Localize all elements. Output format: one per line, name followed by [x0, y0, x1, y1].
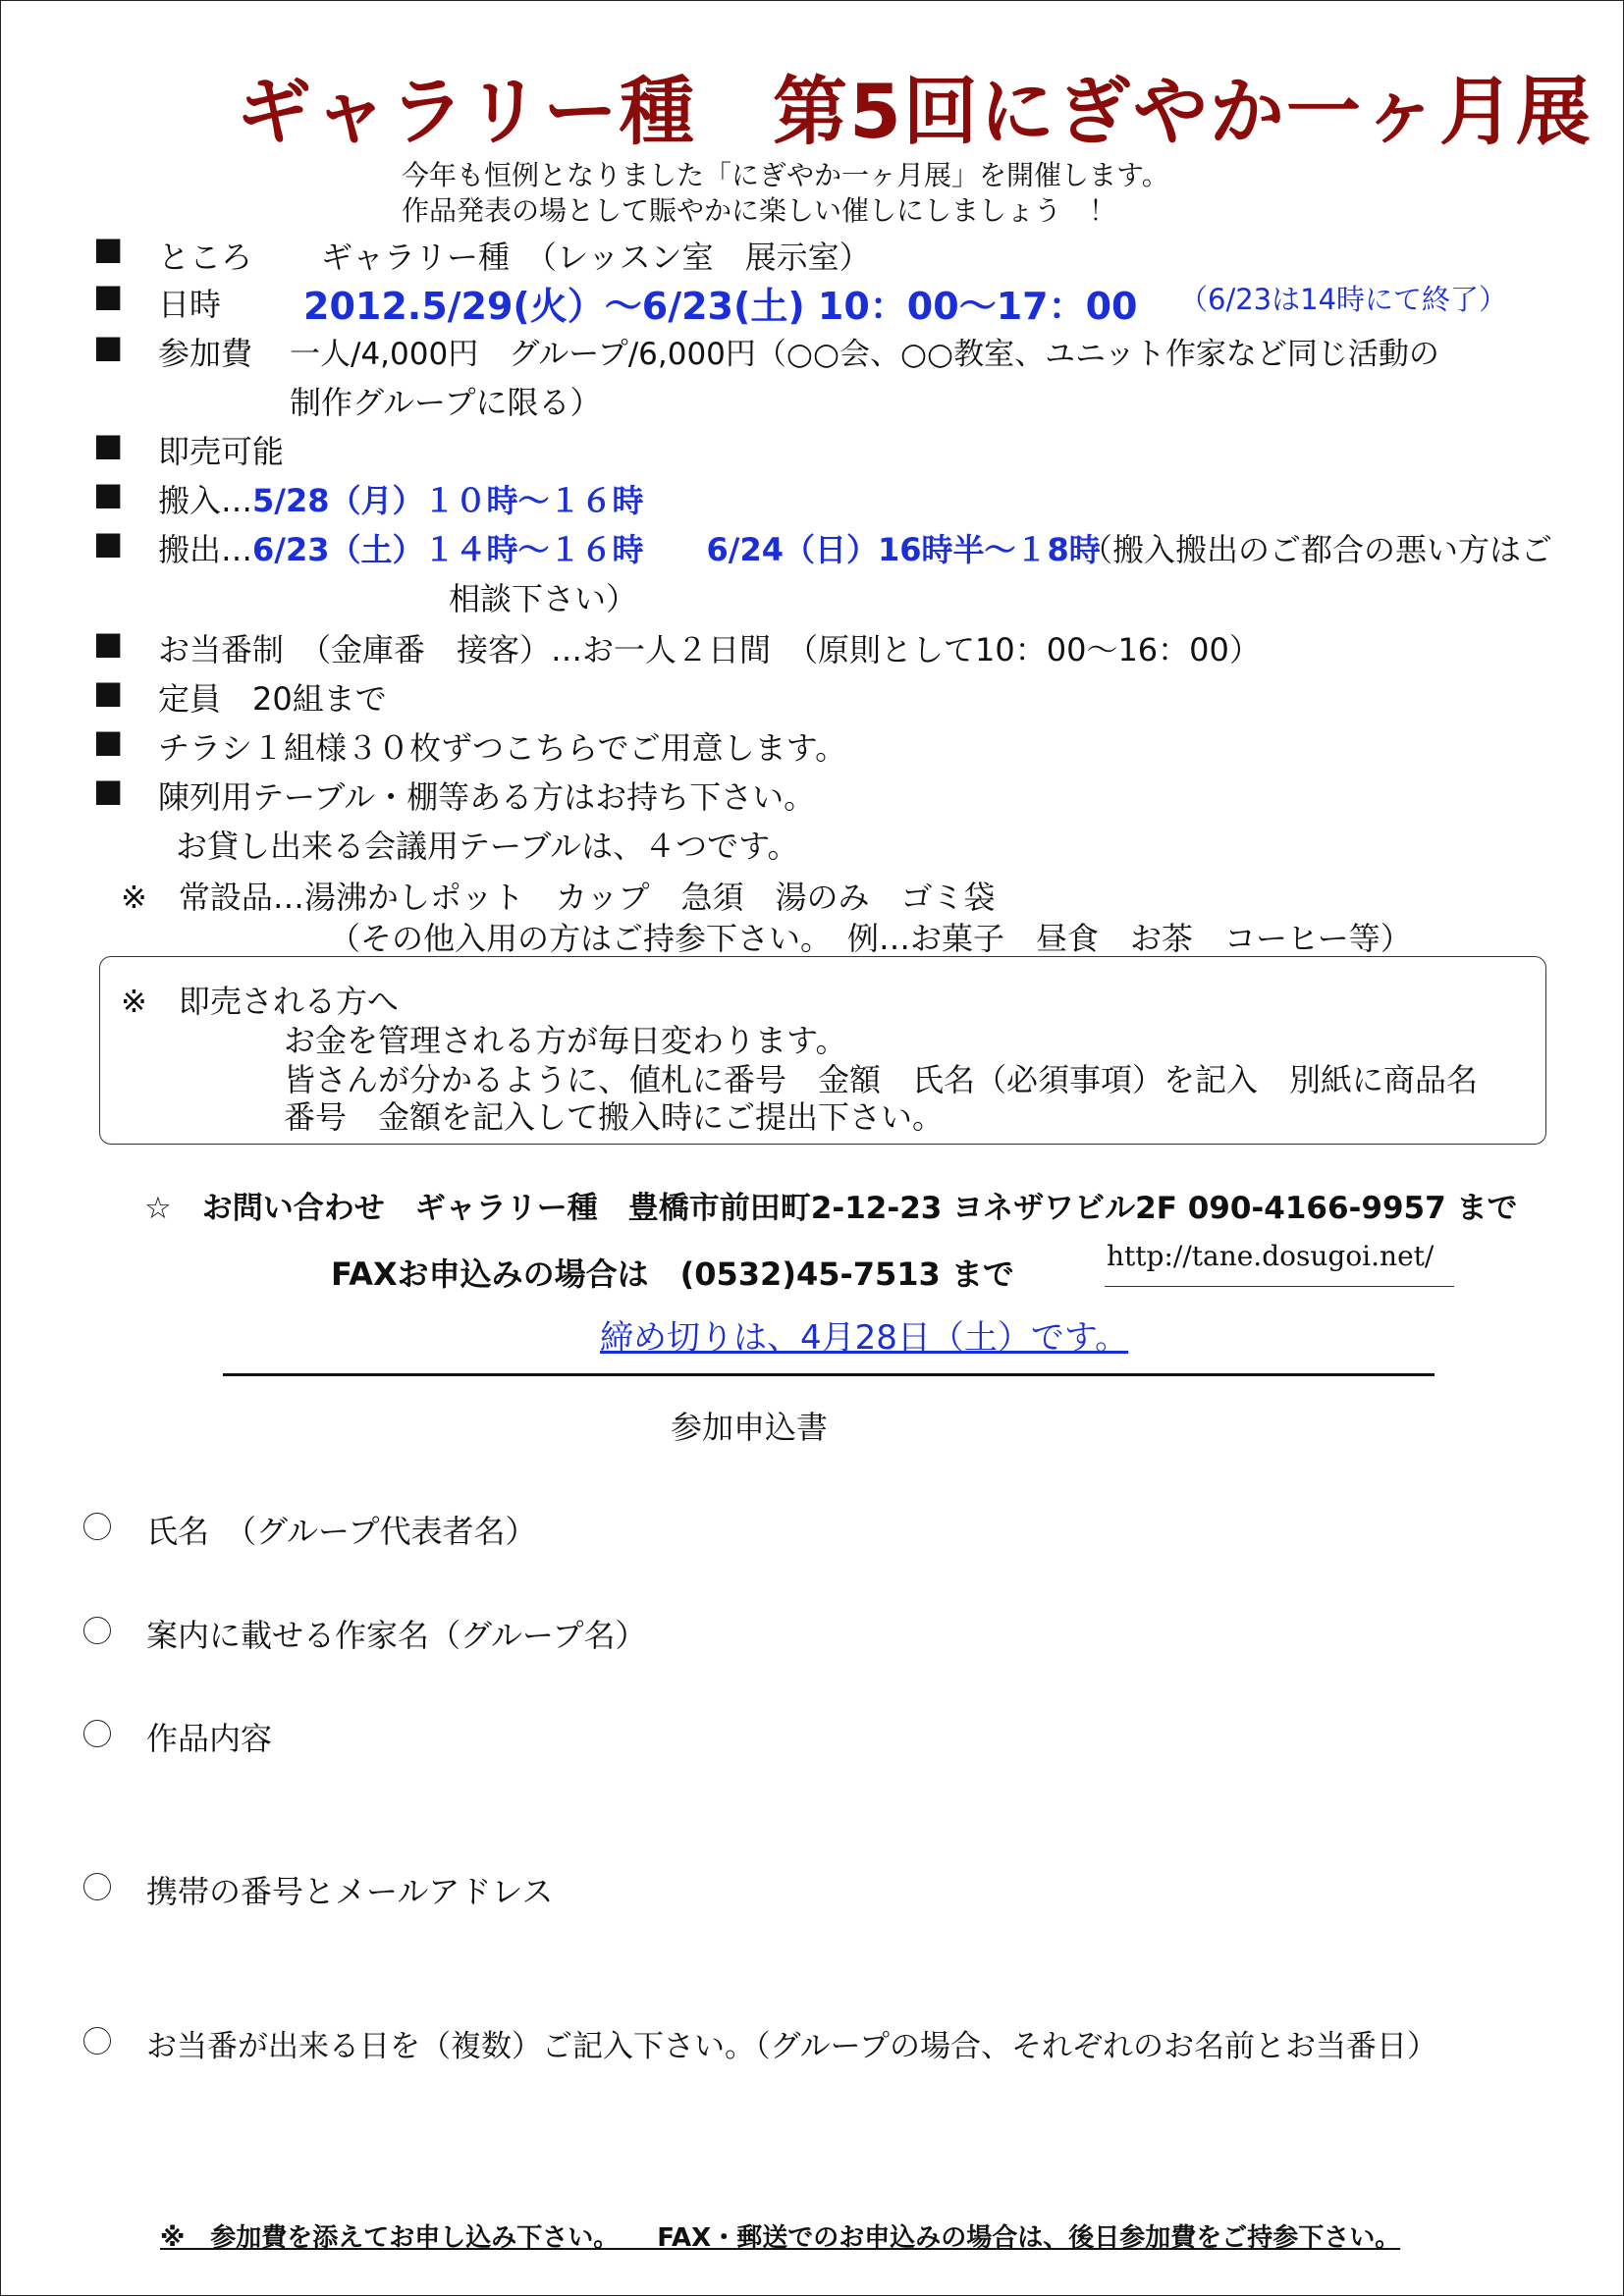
page-title: ギャラリー種 第5回にぎやか一ヶ月展	[237, 68, 1593, 155]
tables-text: 陳列用テーブル・棚等ある方はお持ち下さい。	[158, 778, 816, 816]
notice-line: お金を管理される方が毎日変わります。	[284, 1022, 847, 1059]
intro-line-1: 今年も恒例となりました「にぎやか一ヶ月展」を開催します。	[402, 159, 1169, 191]
equipment-text: ※ 常設品…湯沸かしポット カップ 急須 湯のみ ゴミ袋	[121, 879, 996, 916]
bullet-icon: ■	[93, 328, 124, 365]
bullet-icon: ■	[93, 475, 124, 512]
bullet-icon: ■	[93, 426, 124, 463]
datetime-note: （6/23は14時にて終了）	[1179, 283, 1508, 316]
field-work-content-label: 作品内容	[146, 1720, 273, 1757]
deadline-text: 締め切りは、4月28日（土）です。	[600, 1318, 1129, 1358]
bullet-icon: ■	[93, 230, 124, 267]
radio-circle-icon[interactable]	[83, 1513, 111, 1540]
duty-text: お当番制 （金庫番 接客）…お一人２日間 （原則として10：00～16：00）	[158, 631, 1261, 668]
radio-circle-icon[interactable]	[83, 2027, 111, 2055]
place-value: ギャラリー種 （レッスン室 展示室）	[321, 239, 871, 276]
fax-info: FAXお申込みの場合は (0532)45-7513 まで	[331, 1255, 1014, 1293]
field-artist-name-label: 案内に載せる作家名（グループ名）	[146, 1617, 647, 1654]
datetime-value: 2012.5/29(火）～6/23(土) 10：00～17：00	[303, 285, 1138, 328]
tables-note: お貸し出来る会議用テーブルは、４つです。	[176, 828, 799, 865]
place-label: ところ	[158, 239, 253, 276]
carry-in-value: 5/28（月）１０時～１６時	[252, 482, 644, 519]
bullet-icon: ■	[93, 277, 124, 314]
bullet-icon: ■	[93, 624, 124, 662]
bullet-icon: ■	[93, 524, 124, 561]
datetime-label: 日時	[158, 286, 222, 323]
fee-label: 参加費	[158, 335, 253, 372]
notice-line: 皆さんが分かるように、値札に番号 金額 氏名（必須事項）を記入 別紙に商品名	[284, 1061, 1479, 1098]
section-divider	[223, 1373, 1435, 1376]
bullet-icon: ■	[93, 673, 124, 711]
capacity-text: 定員 20組まで	[158, 680, 387, 718]
radio-circle-icon[interactable]	[83, 1720, 111, 1747]
flyers-text: チラシ１組様３０枚ずつこちらでご用意します。	[158, 729, 847, 767]
carry-out-label: 搬出…	[158, 531, 253, 568]
bullet-icon: ■	[93, 772, 124, 809]
notice-heading: ※ 即売される方へ	[121, 983, 399, 1020]
url-underline	[1105, 1286, 1454, 1287]
intro-line-2: 作品発表の場として賑やかに楽しい催しにしましょう ！	[402, 194, 1117, 227]
field-name-label: 氏名 （グループ代表者名）	[146, 1513, 537, 1550]
contact-info: ☆ お問い合わせ ギャラリー種 豊橋市前田町2-12-23 ヨネザワビル2F 090-4166-9957 まで	[144, 1191, 1518, 1226]
field-duty-days-label: お当番が出来る日を（複数）ご記入下さい。（グループの場合、それぞれのお名前とお当番日）	[146, 2029, 1438, 2064]
carry-out-note: （搬入搬出のご都合の悪い方はご	[1081, 531, 1553, 568]
equipment-note: （その他入用の方はご持参下さい。 例…お菓子 昼食 お茶 コーヒー等）	[329, 920, 1412, 957]
field-phone-email-label: 携帯の番号とメールアドレス	[146, 1873, 554, 1910]
sale-text: 即売可能	[158, 433, 285, 470]
fee-value: 一人/4,000円 グループ/6,000円（○○会、○○教室、ユニット作家など同じ活動の	[290, 337, 1439, 372]
notice-line: 番号 金額を記入して搬入時にご提出下さい。	[284, 1098, 945, 1136]
carry-out-value: 6/23（土）１４時～１６時 6/24（日）16時半～１8時	[252, 531, 1101, 568]
form-title: 参加申込書	[671, 1409, 829, 1446]
carry-in-label: 搬入…	[158, 482, 253, 519]
carry-out-note-cont: 相談下さい）	[449, 580, 638, 617]
radio-circle-icon[interactable]	[83, 1873, 111, 1900]
bullet-icon: ■	[93, 722, 124, 760]
radio-circle-icon[interactable]	[83, 1617, 111, 1644]
footer-note: ※ 参加費を添えてお申し込み下さい。 FAX・郵送でのお申込みの場合は、後日参加費をご持参下さい。	[160, 2223, 1401, 2253]
website-link[interactable]: http://tane.dosugoi.net/	[1107, 1240, 1435, 1272]
fee-value-cont: 制作グループに限る）	[290, 384, 602, 421]
